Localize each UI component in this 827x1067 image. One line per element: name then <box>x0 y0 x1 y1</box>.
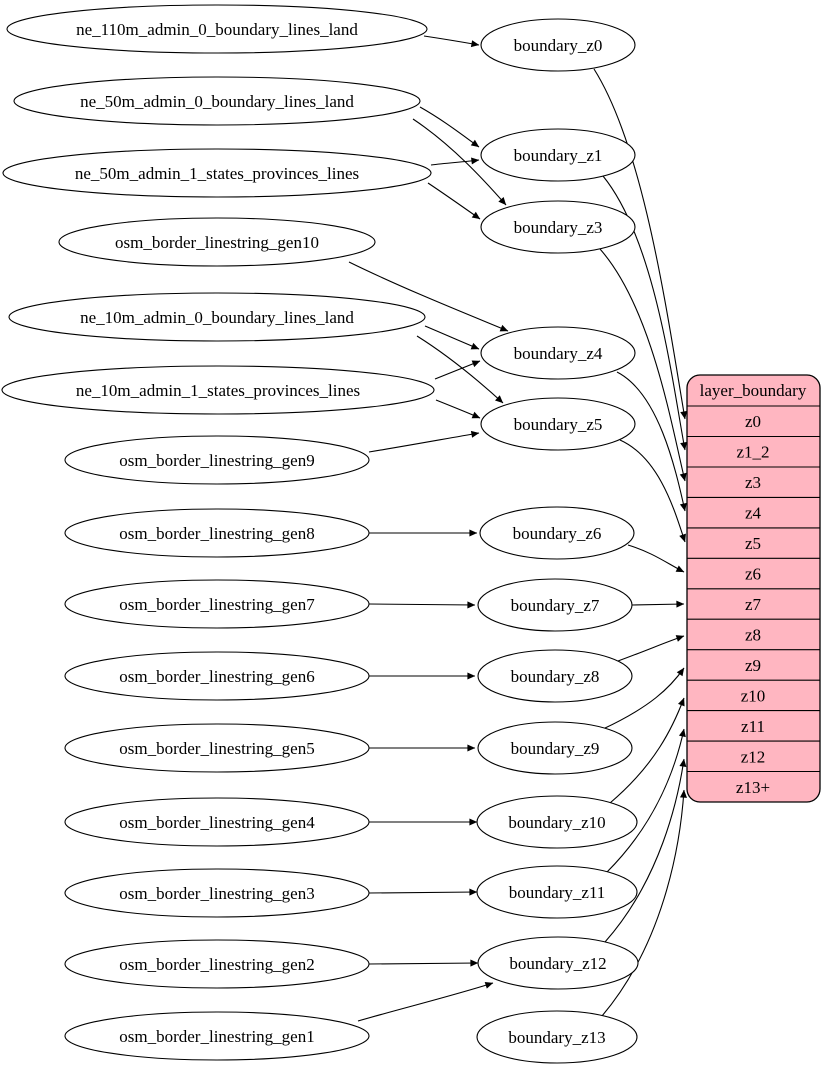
edge-ne10m-admin1-to-boundary-z4 <box>435 361 480 379</box>
node-label: boundary_z11 <box>508 883 606 902</box>
edge-gen1-to-boundary-z12 <box>358 983 493 1021</box>
table-row-z9: z9 <box>744 656 762 675</box>
node-boundary-z5 <box>481 398 635 450</box>
node-boundary-z3 <box>481 201 635 253</box>
node-ne-50m-admin-0-boundary-lines-land <box>14 77 420 125</box>
node-osm-border-linestring-gen2 <box>65 940 369 988</box>
node-ne-10m-admin-0-boundary-lines-land <box>9 293 425 341</box>
edge-ne110m-admin0-to-boundary-z0 <box>424 36 479 45</box>
node-label: boundary_z4 <box>513 344 603 363</box>
node-osm-border-linestring-gen10 <box>59 218 375 266</box>
table-row-z1-2: z1_2 <box>736 442 770 462</box>
node-ne-10m-admin-1-states-provinces-lines <box>2 366 434 414</box>
table-row-z13plus: z13+ <box>735 778 771 797</box>
node-label: osm_border_linestring_gen1 <box>119 1027 315 1046</box>
edge-boundary-z8-to-row-z8 <box>618 636 684 661</box>
node-osm-border-linestring-gen4 <box>65 798 369 846</box>
node-boundary-z13 <box>477 1011 637 1063</box>
node-osm-border-linestring-gen6 <box>65 652 369 700</box>
edge-gen9-to-boundary-z5 <box>369 433 479 452</box>
node-ne-50m-admin-1-states-provinces-lines <box>3 149 431 197</box>
edge-ne50m-admin1-to-boundary-z3 <box>428 183 480 219</box>
node-boundary-z11 <box>477 866 637 918</box>
table-row-z10: z10 <box>740 686 766 706</box>
node-label: ne_10m_admin_0_boundary_lines_land <box>80 308 354 327</box>
node-label: boundary_z3 <box>513 218 603 237</box>
node-label: boundary_z1 <box>513 146 603 165</box>
node-osm-border-linestring-gen9 <box>65 436 369 484</box>
node-label: boundary_z5 <box>513 415 603 434</box>
node-label: ne_110m_admin_0_boundary_lines_land <box>76 20 358 39</box>
node-boundary-z6 <box>480 507 634 559</box>
node-label: boundary_z12 <box>509 954 607 973</box>
table-row-z4: z4 <box>744 503 762 523</box>
node-boundary-z7 <box>478 579 632 631</box>
node-label: boundary_z8 <box>510 667 600 686</box>
node-boundary-z10 <box>477 796 637 848</box>
node-osm-border-linestring-gen3 <box>65 869 369 917</box>
table-row-z12: z12 <box>740 747 766 767</box>
table-row-z3: z3 <box>744 473 762 492</box>
table-row-z7: z7 <box>744 595 762 614</box>
edge-ne50m-admin0-to-boundary-z1 <box>420 107 479 147</box>
node-boundary-z1 <box>481 129 635 181</box>
edge-gen2-to-boundary-z12 <box>369 963 478 964</box>
edge-ne50m-admin1-to-boundary-z1 <box>431 160 479 165</box>
table-layer-boundary <box>687 375 820 802</box>
node-boundary-z9 <box>478 722 632 774</box>
node-label: osm_border_linestring_gen6 <box>119 667 315 686</box>
node-label: ne_10m_admin_1_states_provinces_lines <box>75 381 361 400</box>
node-label: osm_border_linestring_gen10 <box>115 233 319 252</box>
node-label: osm_border_linestring_gen8 <box>119 524 315 543</box>
table-row-z8: z8 <box>744 625 762 645</box>
edge-ne10m-admin1-to-boundary-z5 <box>436 400 480 418</box>
edge-gen3-to-boundary-z11 <box>369 892 477 893</box>
edge-boundary-z12-to-row-z12 <box>605 759 684 942</box>
node-label: ne_50m_admin_1_states_provinces_lines <box>74 164 360 183</box>
node-osm-border-linestring-gen5 <box>65 724 369 772</box>
node-label: osm_border_linestring_gen9 <box>119 451 315 470</box>
node-osm-border-linestring-gen7 <box>65 580 369 628</box>
edge-ne10m-admin0-to-boundary-z4 <box>425 326 479 349</box>
node-boundary-z4 <box>481 327 635 379</box>
table-title: layer_boundary <box>699 381 807 400</box>
node-label: boundary_z7 <box>510 596 600 615</box>
edge-boundary-z7-to-row-z7 <box>632 604 684 605</box>
node-osm-border-linestring-gen8 <box>65 509 369 557</box>
node-label: osm_border_linestring_gen7 <box>119 595 315 614</box>
node-label: osm_border_linestring_gen3 <box>119 884 315 903</box>
node-label: boundary_z13 <box>508 1028 606 1047</box>
edge-boundary-z6-to-row-z6 <box>628 545 684 572</box>
table-row-z5: z5 <box>744 534 762 553</box>
table-row-z0: z0 <box>744 412 762 431</box>
node-label: osm_border_linestring_gen2 <box>119 955 315 974</box>
edge-gen7-to-boundary-z7 <box>369 604 475 605</box>
node-boundary-z8 <box>478 650 632 702</box>
node-boundary-z12 <box>478 937 638 989</box>
node-label: boundary_z10 <box>508 813 606 832</box>
table-row-z6: z6 <box>744 564 762 584</box>
node-label: osm_border_linestring_gen5 <box>119 739 315 758</box>
node-label: boundary_z6 <box>512 524 602 543</box>
table-row-z11: z11 <box>741 717 765 736</box>
node-label: boundary_z9 <box>510 739 600 758</box>
node-boundary-z0 <box>481 19 635 71</box>
node-osm-border-linestring-gen1 <box>65 1012 369 1060</box>
node-label: ne_50m_admin_0_boundary_lines_land <box>80 92 354 111</box>
node-ne-110m-admin-0-boundary-lines-land <box>7 5 427 53</box>
node-label: boundary_z0 <box>513 36 603 55</box>
node-label: osm_border_linestring_gen4 <box>119 813 315 832</box>
